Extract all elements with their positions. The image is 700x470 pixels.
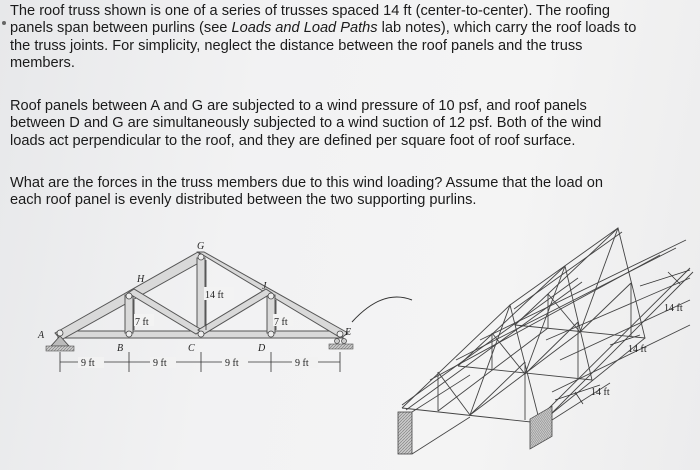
joint-label-d: D — [258, 343, 266, 354]
leader-curve — [352, 297, 412, 322]
p1-line-2-end: lab notes), which carry the roof loads to — [377, 20, 637, 37]
joint-label-g: G — [197, 241, 205, 252]
span-label-ab: 9 ft — [81, 358, 95, 369]
joint-label-h: H — [137, 274, 145, 285]
height-center-label: 14 ft — [205, 290, 224, 301]
p2-line-2: between D and G are simultaneously subjected to a wind suction of 12 psf. Both of the wind — [10, 115, 602, 132]
iso-spacing-mid-label: 14 ft — [628, 344, 647, 355]
p2-line-1: Roof panels between A and G are subjected to a wind pressure of 10 psf, and roof panels — [10, 98, 587, 114]
span-label-bc: 9 ft — [153, 358, 167, 369]
joint-label-c: C — [188, 343, 195, 354]
height-right-label: 7 ft — [274, 317, 288, 328]
joint-label-a: A — [38, 330, 45, 341]
joint-label-b: B — [117, 343, 124, 354]
p1-line-2-start: panels span between purlins (see — [10, 20, 232, 37]
iso-spacing-dims — [555, 270, 690, 404]
isometric-roof-structure — [402, 228, 693, 426]
right-roller-support — [329, 339, 353, 350]
p3-line-2: each roof panel is evenly distributed between the two supporting purlins. — [10, 192, 477, 209]
p1-line-3: the truss joints. For simplicity, neglect the distance between the roof panels and the truss — [10, 37, 583, 54]
span-labels — [78, 357, 318, 369]
p2-line-3: loads act perpendicular to the roof, and they are defined per square foot of roof surface. — [10, 132, 576, 149]
p1-line-4: members. — [10, 55, 75, 72]
p3-line-1: What are the forces in the truss members due to this wind loading? Assume that the load on — [10, 175, 603, 191]
p1-line-1: The roof truss shown is one of a series of trusses spaced 14 ft (center-to-center). The roofing — [10, 3, 610, 19]
span-label-de: 9 ft — [295, 358, 309, 369]
lab-notes-title: Loads and Load Paths — [231, 20, 378, 37]
height-left-label: 7 ft — [135, 317, 149, 328]
iso-spacing-top-label: 14 ft — [664, 303, 683, 314]
span-label-cd: 9 ft — [225, 358, 239, 369]
truss-members — [55, 252, 348, 340]
joint-label-j: J — [262, 281, 267, 292]
joint-label-e: E — [345, 327, 352, 338]
iso-spacing-bottom-label: 14 ft — [591, 387, 610, 398]
